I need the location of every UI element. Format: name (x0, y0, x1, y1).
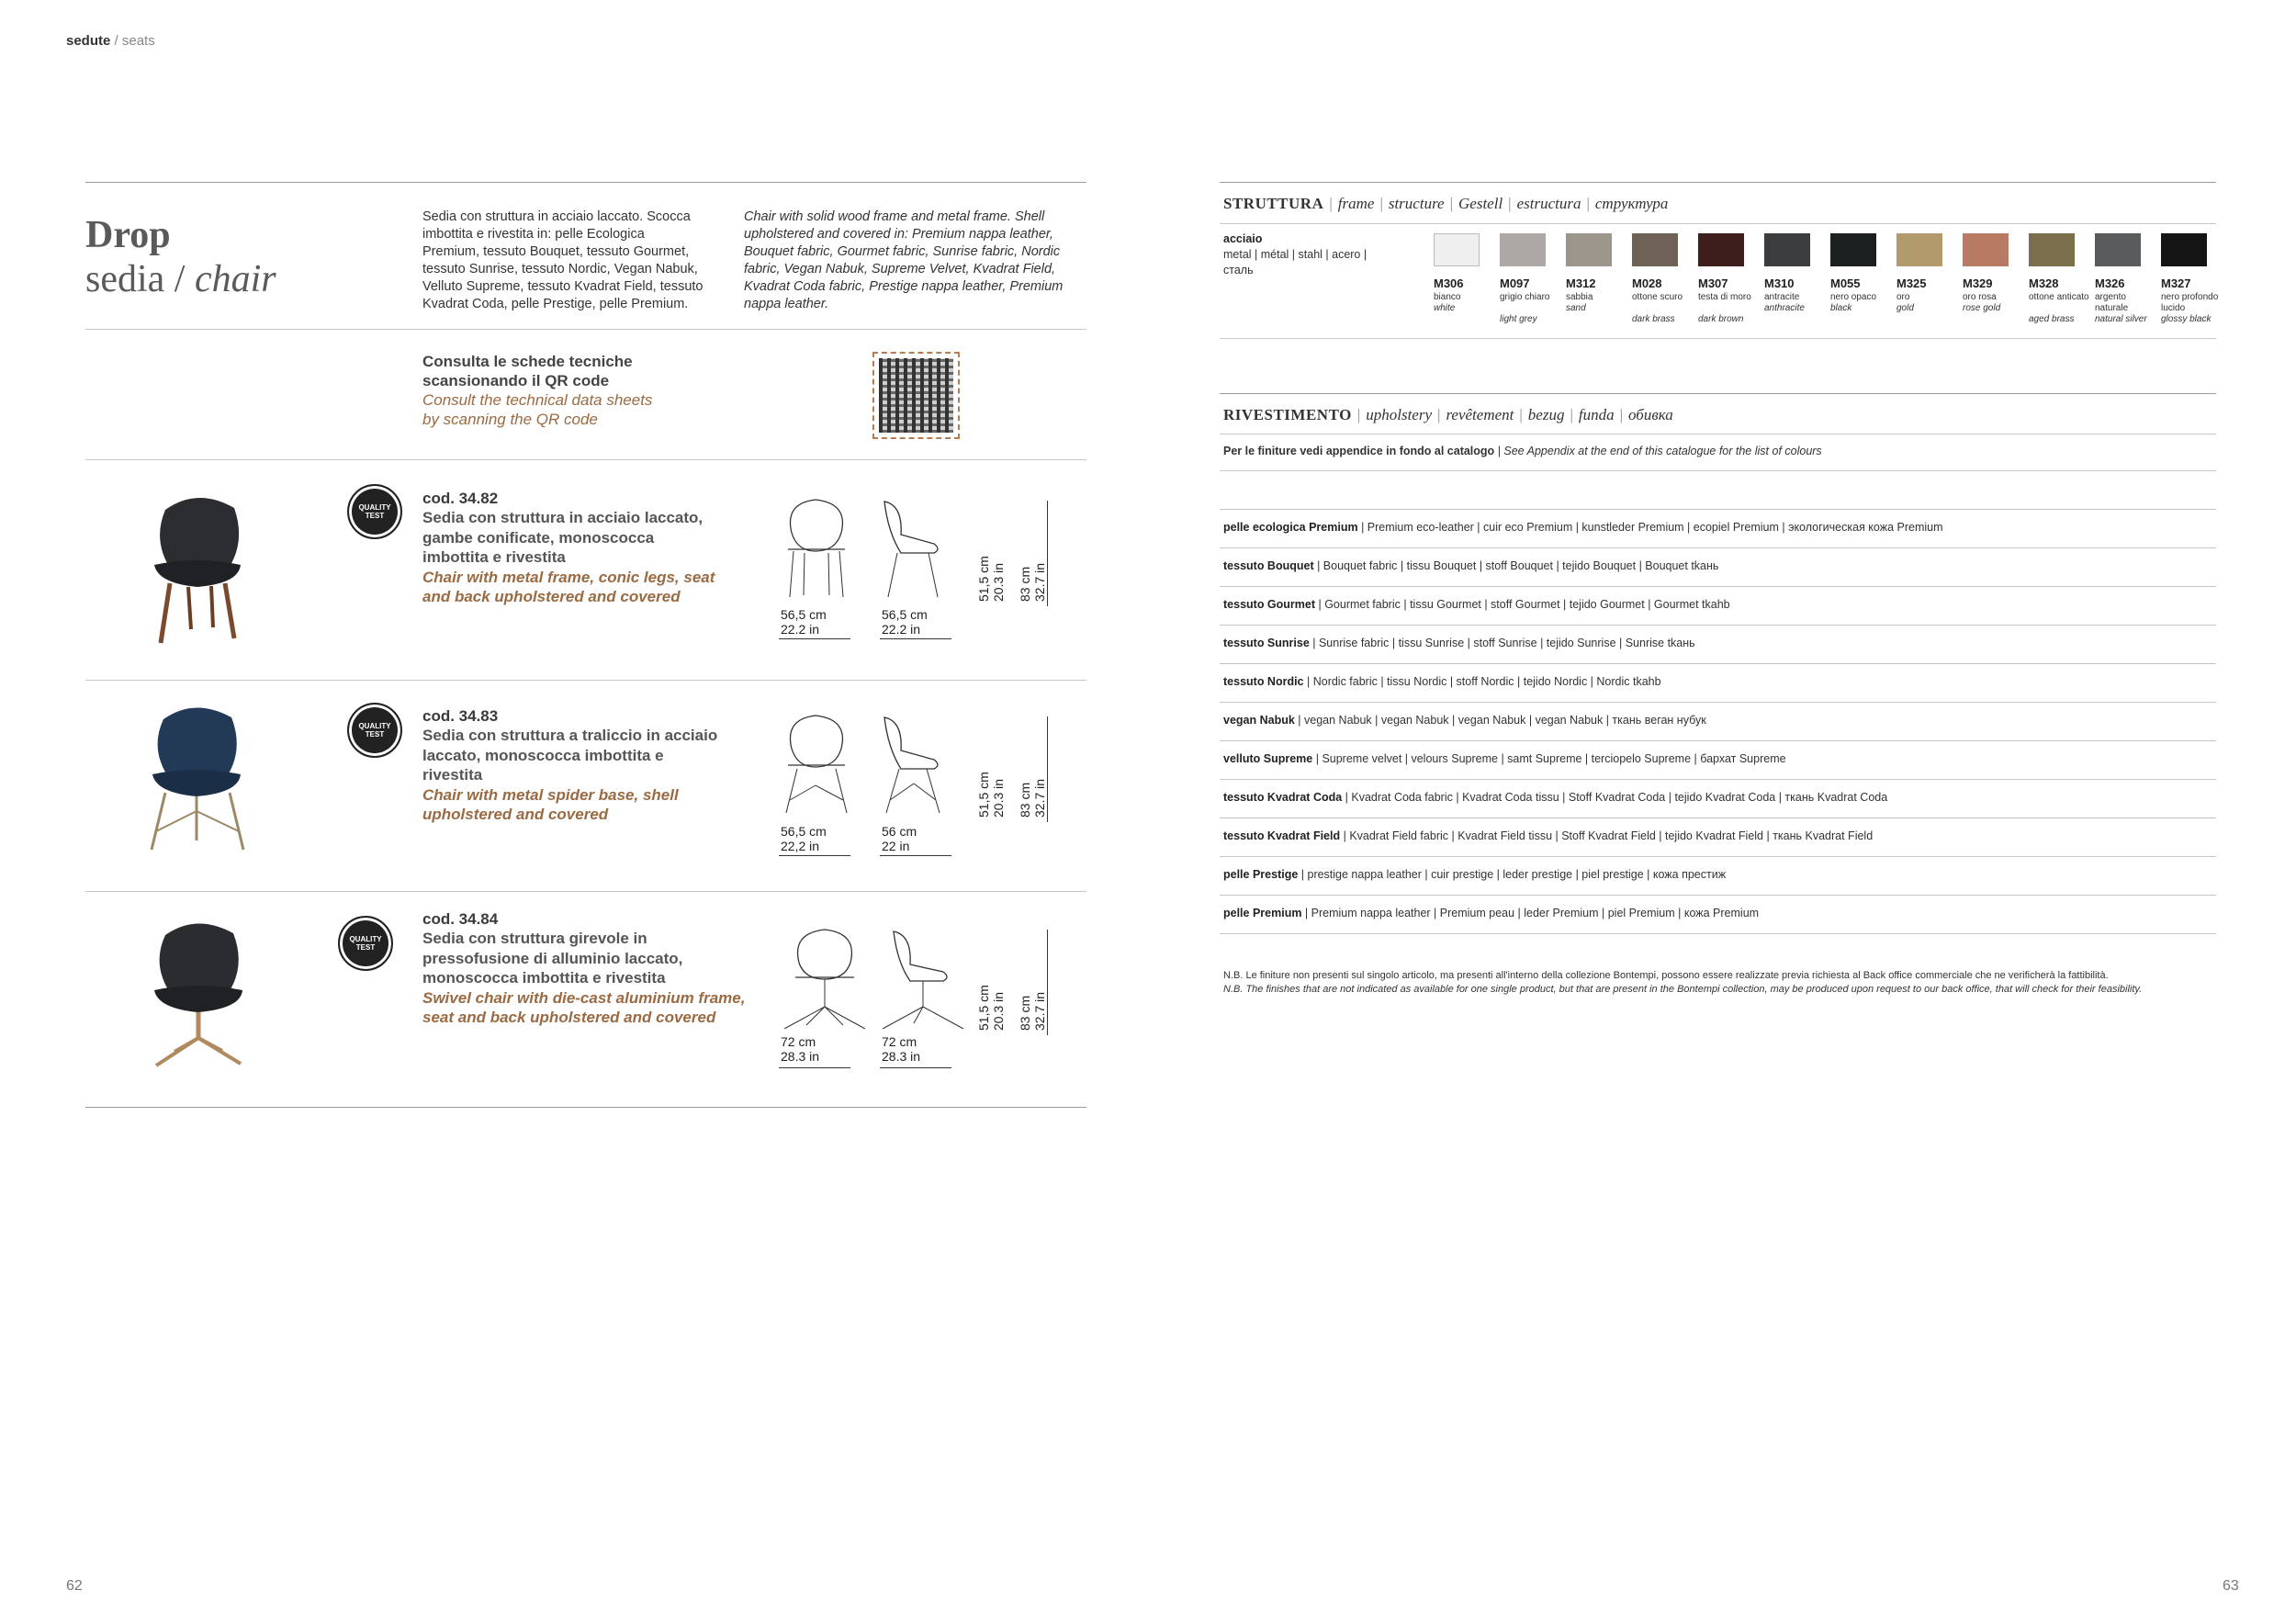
drawing-side-34-84 (877, 926, 969, 1041)
upholstery-translations: | prestige nappa leather | cuir prestige | leder prestige | piel prestige | кожа престиж (1298, 868, 1727, 881)
swatch-code: M097 (1500, 276, 1530, 290)
upholstery-row (1223, 868, 1726, 881)
swatch-label-en: glossy black (2161, 314, 2212, 324)
swatch-code: M328 (2029, 276, 2059, 290)
upholstery-row (1223, 714, 1706, 727)
upholstery-name: vegan Nabuk (1223, 714, 1295, 727)
swatch-label-it: testa di moro (1698, 292, 1751, 302)
product-info-34-82: cod. 34.82 Sedia con struttura in acciaio laccato, gambe conificate, monoscocca imbottita e rivestita Chair with metal frame, conic legs, seat and back upholstered and covered (422, 490, 715, 605)
divider (85, 891, 1086, 892)
chair-photo-34-82 (138, 491, 257, 657)
swatch-label-en: aged brass (2029, 314, 2075, 324)
divider (1220, 702, 2216, 703)
upholstery-row (1223, 791, 1887, 804)
upholstery-name: tessuto Kvadrat Coda (1223, 791, 1343, 804)
swatch-code: M326 (2095, 276, 2125, 290)
swatch-code: M312 (1566, 276, 1596, 290)
swatch-code: M306 (1434, 276, 1464, 290)
width-dim-1: 56,5 cm 22.2 in (781, 607, 827, 637)
upholstery-name: tessuto Gourmet (1223, 598, 1316, 611)
drawing-side-34-83 (877, 712, 952, 827)
drawing-front-34-83 (779, 712, 854, 827)
swatch-code: M307 (1698, 276, 1728, 290)
upholstery-row (1223, 752, 1786, 765)
upholstery-translations: | Kvadrat Field fabric | Kvadrat Field tissu | Stoff Kvadrat Field | tejido Kvadrat Field | ткань Kvadrat Field (1340, 829, 1874, 842)
upholstery-name: pelle Prestige (1223, 868, 1299, 881)
dim-line (880, 638, 951, 639)
width-dim-2: 72 cm 28.3 in (882, 1034, 921, 1064)
height-dim-total: 83 cm 32.7 in (1018, 562, 1047, 602)
swatch-m327 (2161, 233, 2207, 266)
swatch-code: M329 (1963, 276, 1993, 290)
height-dim-seat: 51,5 cm 20.3 in (976, 772, 1006, 818)
dim-line (880, 855, 951, 856)
swatch-m310 (1764, 233, 1810, 266)
product-subtitle: sedia / chair (85, 258, 276, 300)
divider (1220, 223, 2216, 224)
height-dim-total: 83 cm 32.7 in (1018, 778, 1047, 818)
upholstery-translations: | Sunrise fabric | tissu Sunrise | stoff Sunrise | tejido Sunrise | Sunrise tkaнь (1309, 637, 1695, 649)
swatch-m328 (2029, 233, 2075, 266)
swatch-label-it: antracite (1764, 292, 1800, 302)
divider (1220, 895, 2216, 896)
swatch-m028 (1632, 233, 1678, 266)
swatch-label-en: rose gold (1963, 303, 2001, 313)
upholstery-translations: | Kvadrat Coda fabric | Kvadrat Coda tissu | Stoff Kvadrat Coda | tejido Kvadrat Coda | ткань Kvadrat Coda (1342, 791, 1888, 804)
intro-english: Chair with solid wood frame and metal frame. Shell upholstered and covered in: Premium nappa leather, Bouquet fabric, Gourmet fabric, Sunrise fabric, Nordic fabric, Vegan Nabuk, Supreme Velvet, Kvadrat Field, Kvadrat Coda fabric, Prestige nappa leather, Premium nappa leather. (744, 209, 1064, 311)
upholstery-name: tessuto Nordic (1223, 675, 1304, 688)
divider (85, 680, 1086, 681)
swatch-label-it: nero opaco (1830, 292, 1877, 302)
swatch-label-en: natural silver (2095, 314, 2147, 324)
divider (1220, 856, 2216, 857)
breadcrumb-sub: seats (121, 33, 155, 49)
swatch-label-en: dark brown (1698, 314, 1744, 324)
upholstery-row (1223, 598, 1730, 611)
divider (1220, 779, 2216, 780)
swatch-label-en: dark brass (1632, 314, 1675, 324)
width-dim-2: 56,5 cm 22.2 in (882, 607, 928, 637)
upholstery-name: tessuto Bouquet (1223, 559, 1314, 572)
upholstery-row (1223, 637, 1695, 649)
divider (1220, 547, 2216, 548)
upholstery-name: tessuto Kvadrat Field (1223, 829, 1341, 842)
dim-line (779, 855, 850, 856)
upholstery-translations: | vegan Nabuk | vegan Nabuk | vegan Nabuk | vegan Nabuk | ткань веган нубук (1294, 714, 1706, 727)
swatch-m312 (1566, 233, 1612, 266)
swatch-label-it: bianco (1434, 292, 1461, 302)
upholstery-name: pelle ecologica Premium (1223, 521, 1358, 534)
swatch-code: M028 (1632, 276, 1662, 290)
swatch-m329 (1963, 233, 2009, 266)
dim-line (1047, 716, 1048, 822)
swatch-m325 (1896, 233, 1942, 266)
qr-code[interactable] (872, 352, 960, 439)
upholstery-row (1223, 521, 1943, 534)
swatch-label-en: anthracite (1764, 303, 1805, 313)
drawing-front-34-82 (779, 496, 854, 611)
product-title: Drop (85, 214, 171, 256)
swatch-m326 (2095, 233, 2141, 266)
swatch-label-it: grigio chiaro (1500, 292, 1550, 302)
chair-photo-34-83 (138, 703, 257, 868)
divider (1220, 509, 2216, 510)
rivestimento-title: RIVESTIMENTO | upholstery | revêtement | bezug | funda | обивка (1223, 406, 1673, 423)
quality-test-badge: QUALITY TEST (338, 916, 393, 971)
intro-italian: Sedia con struttura in acciaio laccato. Scocca imbottita e rivestita in: pelle Ecologica Premium, tessuto Bouquet, tessuto Gourmet, tessuto Sunrise, tessuto Nordic, Vegan Nabuk, Velluto Supreme, tessuto Kvadrat Field, tessuto Kvadrat Coda, pelle Prestige, pelle Premium. (422, 209, 703, 311)
dim-line (779, 1067, 850, 1068)
upholstery-translations: | Bouquet fabric | tissu Bouquet | stoff Bouquet | tejido Bouquet | Bouquet tkaнь (1313, 559, 1719, 572)
struttura-title: STRUTTURA | frame | structure | Gestell | estructura | структура (1223, 195, 1669, 212)
divider (1220, 586, 2216, 587)
qr-caption-english: Consult the technical data sheets by scanning the QR code (422, 391, 653, 428)
swatch-label-en: light grey (1500, 314, 1537, 324)
material-steel: acciaio metal | métal | stahl | acero | сталь (1223, 232, 1367, 276)
chair-photo-34-84 (138, 919, 257, 1084)
swatch-label-it: oro rosa (1963, 292, 1997, 302)
dim-line (1047, 930, 1048, 1035)
breadcrumb: sedute / seats (66, 33, 155, 49)
quality-test-badge: QUALITY TEST (347, 703, 402, 758)
divider (1220, 470, 2216, 471)
swatch-label-it: argento naturale (2095, 292, 2129, 313)
width-dim-2: 56 cm 22 in (882, 824, 917, 853)
swatch-m307 (1698, 233, 1744, 266)
swatch-m097 (1500, 233, 1546, 266)
width-dim-1: 56,5 cm 22,2 in (781, 824, 827, 853)
width-dim-1: 72 cm 28.3 in (781, 1034, 820, 1064)
page-number-left: 62 (66, 1578, 83, 1594)
dim-line (1047, 501, 1048, 606)
divider (1220, 625, 2216, 626)
breadcrumb-main: sedute (66, 33, 111, 49)
swatch-label-it: oro (1896, 292, 1910, 302)
swatch-m306 (1434, 233, 1480, 266)
height-dim-seat: 51,5 cm 20.3 in (976, 985, 1006, 1031)
upholstery-translations: | Premium eco-leather | cuir eco Premium | kunstleder Premium | ecopiel Premium | экологическая кожа Premium (1357, 521, 1943, 534)
footnote: N.B. Le finiture non presenti sul singolo articolo, ma presenti all'interno della collezione Bontempi, possono essere realizzate previa richiesta al Back office commerciale che ne verificherà la fattibilità. N.B. The finishes that are not indicated as available for one single product, but that are present in the Bontempi collection, may be produced upon request to our back office, that will check for their feasibility. (1223, 970, 2143, 995)
divider (85, 459, 1086, 460)
swatch-code: M325 (1896, 276, 1927, 290)
quality-test-badge: QUALITY TEST (347, 484, 402, 539)
product-info-34-84: cod. 34.84 Sedia con struttura girevole in pressofusione di alluminio laccato, monoscocca imbottita e rivestita Swivel chair with die-cast aluminium frame, seat and back upholstered and covered (422, 910, 746, 1026)
swatch-m055 (1830, 233, 1876, 266)
divider (1220, 740, 2216, 741)
divider (1220, 182, 2216, 183)
height-dim-seat: 51,5 cm 20.3 in (976, 556, 1006, 602)
dim-line (779, 638, 850, 639)
swatch-label-it: ottone scuro (1632, 292, 1683, 302)
upholstery-translations: | Nordic fabric | tissu Nordic | stoff Nordic | tejido Nordic | Nordic tkahb (1303, 675, 1661, 688)
upholstery-name: pelle Premium (1223, 907, 1302, 919)
qr-caption-italian: Consulta le schede tecniche scansionando il QR code (422, 353, 633, 389)
finishes-note: Per le finiture vedi appendice in fondo al catalogo | See Appendix at the end of this catalogue for the list of colours (1223, 445, 1822, 457)
height-dim-total: 83 cm 32.7 in (1018, 991, 1047, 1031)
divider (85, 329, 1086, 330)
divider (85, 182, 1086, 183)
swatch-label-en: black (1830, 303, 1852, 313)
product-info-34-83: cod. 34.83 Sedia con struttura a traliccio in acciaio laccato, monoscocca imbottita e rivestita Chair with metal spider base, shell upholstered and covered (422, 707, 718, 823)
divider (1220, 663, 2216, 664)
upholstery-row (1223, 559, 1718, 572)
upholstery-translations: | Premium nappa leather | Premium peau | leder Premium | piel Premium | кожа Premium (1301, 907, 1760, 919)
upholstery-row (1223, 675, 1661, 688)
swatch-label-en: white (1434, 303, 1456, 313)
divider (1220, 393, 2216, 394)
swatch-label-en: gold (1896, 303, 1914, 313)
swatch-label-en: sand (1566, 303, 1586, 313)
divider (1220, 933, 2216, 934)
swatch-label-it: sabbia (1566, 292, 1593, 302)
swatch-code: M055 (1830, 276, 1861, 290)
swatch-code: M310 (1764, 276, 1795, 290)
divider (1220, 338, 2216, 339)
swatch-label-it: ottone anticato (2029, 292, 2089, 302)
upholstery-translations: | Gourmet fabric | tissu Gourmet | stoff Gourmet | tejido Gourmet | Gourmet tkahb (1315, 598, 1730, 611)
upholstery-translations: | Supreme velvet | velours Supreme | samt Supreme | terciopelo Supreme | бархат Supreme (1312, 752, 1786, 765)
upholstery-name: velluto Supreme (1223, 752, 1313, 765)
upholstery-row (1223, 829, 1873, 842)
drawing-side-34-82 (877, 496, 952, 611)
swatch-label-it: nero profondo lucido (2161, 292, 2219, 313)
upholstery-name: tessuto Sunrise (1223, 637, 1310, 649)
drawing-front-34-84 (779, 926, 871, 1041)
divider (85, 1107, 1086, 1108)
upholstery-row (1223, 907, 1759, 919)
dim-line (880, 1067, 951, 1068)
swatch-code: M327 (2161, 276, 2191, 290)
page-number-right: 63 (2223, 1578, 2239, 1594)
